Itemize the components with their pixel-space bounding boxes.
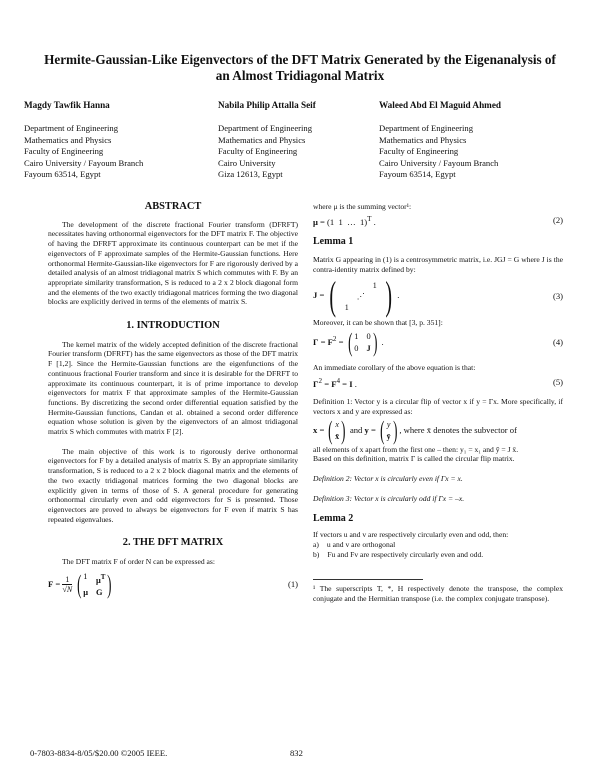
equation-3-body: J = ( 1 ⋰ 1 ) . bbox=[313, 273, 400, 319]
affiliation-line: Faculty of Engineering bbox=[379, 146, 459, 157]
lemma-1-heading: Lemma 1 bbox=[313, 236, 354, 248]
affiliation-line: Fayoum 63514, Egypt bbox=[24, 169, 101, 180]
author-1 bbox=[24, 100, 143, 180]
author-name: Magdy Tawfik Hanna bbox=[24, 100, 110, 110]
equation-4 bbox=[313, 328, 563, 358]
lemma-2-heading: Lemma 2 bbox=[313, 512, 354, 524]
affiliation-line: Fayoum 63514, Egypt bbox=[379, 169, 456, 180]
lemma-2-item-b: b) Fu and Fv are respectively circularly even and odd. bbox=[313, 549, 484, 559]
affiliation-line: Cairo University / Fayoum Branch bbox=[24, 157, 144, 168]
affiliation-line: Mathematics and Physics bbox=[24, 134, 112, 145]
page-number: 832 bbox=[290, 748, 303, 758]
author-name: Nabila Philip Attalla Seif bbox=[218, 100, 316, 110]
paper-title: Hermite-Gaussian-Like Eigenvectors of the DFT Matrix Generated by the Eigenanalysis of an Almost Tridiagonal Matrix bbox=[44, 52, 556, 83]
definition-1-equation bbox=[313, 415, 563, 445]
footnote: ¹ The superscripts T, *, H respectively denote the transpose, the complex conjugate and the Hermitian transpose (i.e. the complex conjugate transpose). bbox=[313, 584, 563, 604]
corollary-text: An immediate corollary of the above equation is that: bbox=[313, 363, 476, 373]
author-2 bbox=[218, 100, 316, 180]
summing-vector-text: where μ is the summing vector¹: bbox=[313, 202, 412, 211]
lemma-1-text: Matrix G appearing in (1) is a centrosymmetric matrix, i.e. JGJ = G where J is the contra-identity matrix defined by: bbox=[313, 254, 563, 274]
equation-5-body: $\Gamma^2 = F^4 = I$ . bbox=[313, 376, 357, 389]
equation-5-number: (5) bbox=[552, 377, 563, 388]
definition-1-text-2: all elements of x apart from the first one – then: y₁ = x₁ and ȳ = J x̄. bbox=[313, 444, 519, 454]
equation-1-body: F = $\frac{1}{√N}$ ( 1 $\mu^T$ μ G ) bbox=[48, 569, 112, 599]
footnote-rule bbox=[313, 579, 423, 580]
copyright-line: 0-7803-8834-8/05/$20.00 ©2005 IEEE. bbox=[30, 748, 168, 758]
definition-2-text: Definition 2: Vector x is circularly even if Γx = x. bbox=[313, 474, 463, 484]
equation-4-number: (4) bbox=[552, 337, 563, 348]
affiliation-line: Department of Engineering bbox=[24, 123, 119, 134]
affiliation-line: Department of Engineering bbox=[379, 123, 474, 134]
dft-matrix-heading: 2. THE DFT MATRIX bbox=[122, 537, 224, 549]
equation-1 bbox=[48, 571, 298, 599]
dft-definition-text: The DFT matrix F of order N can be expressed as: bbox=[62, 557, 215, 567]
affiliation-line: Department of Engineering bbox=[218, 123, 313, 134]
equation-2 bbox=[313, 215, 563, 228]
lemma-2-item-a: a) u and v are orthogonal bbox=[313, 539, 396, 549]
lemma-2-item-a-text: u and v are orthogonal bbox=[326, 539, 396, 549]
left-column bbox=[48, 202, 298, 599]
equation-2-body: μ = (1 1 … 1)$^T$ . bbox=[313, 214, 376, 227]
intro-paragraph-2: The main objective of this work is to rigorously derive orthonormal eigenvectors for F by a detailed analysis of matrix S. By an appropriate similarity transformation, S is reduced to a 2 x 2 block diagonal matrix and the elements of the two exactly tridiagonal matrices forming the two diagonal blocks are explicitly given in terms of those of S. A general procedure for generating orthonormal circularly even and odd eigenvectors for S is presented. Those eigenvectors are proved to always be eigenvectors for F even if matrix S has repeated eigenvalues. bbox=[48, 446, 298, 524]
abstract-heading: ABSTRACT bbox=[144, 201, 202, 212]
affiliation-line: Mathematics and Physics bbox=[379, 134, 467, 145]
affiliation-line: Mathematics and Physics bbox=[218, 134, 306, 145]
equation-4-body: $\Gamma = F^2$ = ( 1 0 0 J ) . bbox=[313, 328, 384, 358]
affiliation-line: Cairo University bbox=[218, 157, 276, 168]
definition-1-text: Definition 1: Vector y is a circular flip of vector x if y = Γx. More specifically, if vectors x and y are expressed as: bbox=[313, 397, 563, 417]
equation-3-number: (3) bbox=[552, 290, 563, 301]
author-name: Waleed Abd El Maguid Ahmed bbox=[379, 100, 502, 110]
definition-3-text: Definition 3: Vector x is circularly odd if Γx = –x. bbox=[313, 493, 465, 503]
affiliation-line: Faculty of Engineering bbox=[218, 146, 298, 157]
introduction-heading: 1. INTRODUCTION bbox=[126, 320, 220, 332]
equation-1-number: (1) bbox=[287, 578, 298, 589]
equation-5 bbox=[313, 377, 563, 390]
equation-2-number: (2) bbox=[552, 215, 563, 226]
lemma-2-item-b-text: Fu and Fv are respectively circularly even and odd. bbox=[327, 549, 484, 559]
lemma-2-text: If vectors u and v are respectively circularly even and odd, then: bbox=[313, 530, 509, 540]
author-3 bbox=[379, 100, 501, 180]
affiliation-line: Giza 12613, Egypt bbox=[218, 169, 283, 180]
abstract-text: The development of the discrete fractional Fourier transform (DFRFT) necessitates having orthonormal eigenvectors for the DFT matrix F. The objective of having the DFRFT approximate its continuous counterpart can be met if the eigenvectors of F approximate samples of the Hermite-Gaussian functions. Here orthonormal Hermite-Gaussian-like eigenvectors for F are rigorously derived by a detailed analysis of an almost tridiagonal matrix S which commutes with F. By an appropriate similarity transformation, S is reduced to a 2 x 2 block diagonal form and the elements of the two exactly tridiagonal matrices forming the two diagonal blocks are explicitly derived in terms of the elements of matrix S. bbox=[48, 219, 298, 307]
intro-paragraph-1: The kernel matrix of the widely accepted definition of the discrete fractional Fourier transform (DFRFT) has the same eigenvectors as those of the DFT matrix F [1,2]. Since the Hermite-Gaussian functions are the eigenfunctions of the continuous fractional Fourier transform and since it is desirable for the DFRFT to approximate its continuous counterpart, it is of prime importance to develop eigenvectors for matrix F that approximate samples of the Hermite-Gaussian functions. By discretizing the second order differential equation satisfied by the Hermite-Gaussian functions, Candan et al. obtained a second order difference equation whose solution is given by the eigenvectors of an almost tridiagonal matrix S which commutes with matrix F [2]. bbox=[48, 339, 298, 437]
equation-3 bbox=[313, 273, 563, 319]
affiliation-line: Faculty of Engineering bbox=[24, 146, 104, 157]
affiliation-line: Cairo University / Fayoum Branch bbox=[379, 157, 499, 168]
definition-1-equation-body: x = ( x x̄ ) and y = ( y ȳ ) , where x̄ denotes the subvector of bbox=[313, 415, 517, 445]
right-column bbox=[313, 202, 563, 604]
moreover-text: Moreover, it can be shown that [3, p. 351]: bbox=[313, 318, 443, 328]
definition-1-text-3: Based on this definition, matrix Γ is called the circular flip matrix. bbox=[313, 454, 515, 464]
